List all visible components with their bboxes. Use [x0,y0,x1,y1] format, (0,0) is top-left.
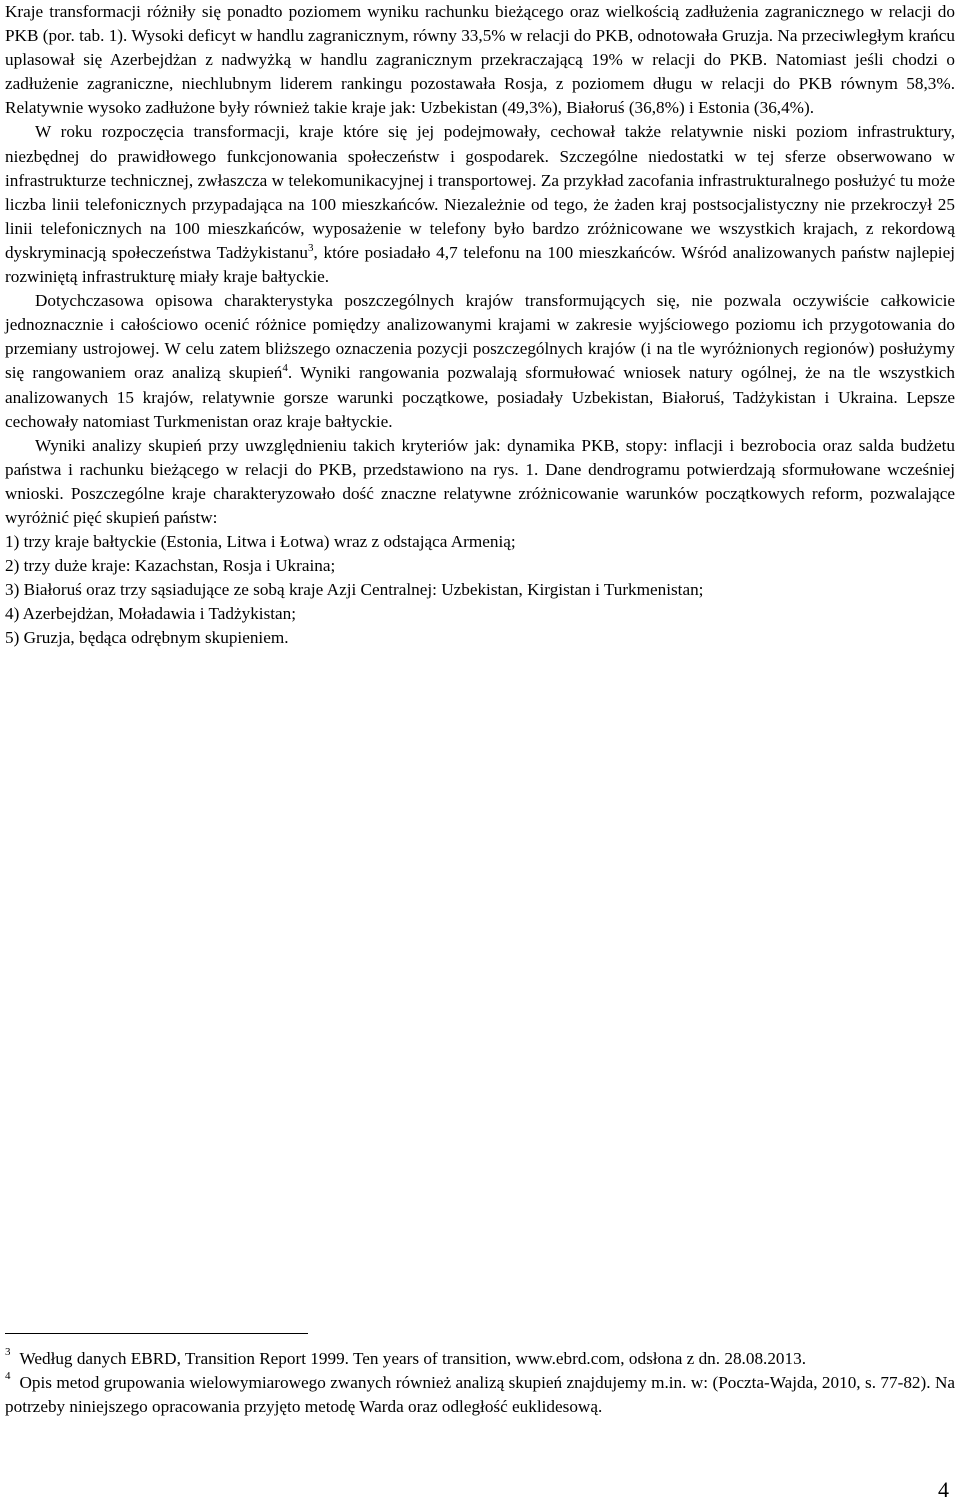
footnote-marker: 4 [5,1370,11,1383]
cluster-list-item: 1) trzy kraje bałtyckie (Estonia, Litwa i Łotwa) wraz z odstająca Armenią; [5,532,516,552]
cluster-list-item: 5) Gruzja, będąca odrębnym skupieniem. [5,628,289,648]
paragraph-4: Wyniki analizy skupień przy uwzględnieniu takich kryteriów jak: dynamika PKB, stopy: inflacji i bezrobocia oraz salda budżetu państwa i rachunku bieżącego w relacji do PKB, przedstawiono na rys. 1. Dane dendrogramu potwierdzają sformułowane wcześniej wnioski. Poszczególne kraje charakteryzowało dość znaczne relatywne zróżnicowanie warunków początkowych reform, pozwalające wyróżnić pięć skupień państw: [5,435,955,527]
paragraph-2 [5,120,955,289]
cluster-list-item: 4) Azerbejdżan, Moładawia i Tadżykistan; [5,604,297,624]
footnote-text: Opis metod grupowania wielowymiarowego zwanych również analizą skupień znajdujemy m.in. w: (Poczta-Wajda, 2010, s. 77-82). Na potrzeby niniejszego opracowania przyjęto metodę Warda oraz odległość euklidesową. [5,1373,955,1417]
footnote-ref-3: 3 [308,241,314,254]
footnote-text: Według danych EBRD, Transition Report 1999. Ten years of transition, www.ebrd.com, odsłona z dn. 28.08.2013. [19,1349,807,1368]
page-number: 4 [938,1477,949,1502]
footnote-3 [5,1347,955,1371]
footnote-marker: 3 [5,1346,11,1358]
paragraph-1: Kraje transformacji różniły się ponadto poziomem wyniku rachunku bieżącego oraz wielkością zadłużenia zagranicznego w relacji do PKB (por. tab. 1). Wysoki deficyt w handlu zagranicznym, równy 33,5% w relacji do PKB, odnotowała Gruzja. Na przeciwległym krańcu uplasował się Azerbejdżan z nadwyżką w handlu zagranicznym przekraczającą 19% w relacji do PKB. Natomiast jeśli chodzi o zadłużenie zagraniczne, niechlubnym liderem rankingu pozostawała Rosja, z poziomem długu w relacji do PKB równym 58,3%. Relatywnie wysoko zadłużone były również takie kraje jak: Uzbekistan (49,3%), Białoruś (36,8%) i Estonia (36,4%). [5,2,955,118]
paragraph-3-text-a: Dotychczasowa opisowa charakterystyka poszczególnych krajów transformujących się, nie pozwala oczywiście całkowicie jednoznacznie i całościowo ocenić różnice pomiędzy analizowanymi krajami w zakresie wyjściowego poziomu ich przygotowania do przemiany ustrojowej. W celu zatem bliższego oznaczenia pozycji poszczególnych krajów (i na tle wyróżnionych regionów) posłużymy się rangowaniem oraz analizą skupień [5,291,955,383]
cluster-list-item: 3) Białoruś oraz trzy sąsiadujące ze sobą kraje Azji Centralnej: Uzbekistan, Kirgistan i Turkmenistan; [5,580,704,600]
footnote-separator [5,1333,308,1334]
footnotes [5,1347,955,1419]
footnote-ref-4: 4 [282,362,288,375]
paragraph-3-text-b: . Wyniki rangowania pozwalają sformułować wniosek natury ogólnej, że na tle wszystkich analizowanych 15 krajów, relatywnie gorsze warunki początkowe, posiadały Uzbekistan, Białoruś, Tadżykistan i Ukraina. Lepsze cechowały natomiast Turkmenistan oraz kraje bałtyckie. [5,363,955,431]
cluster-list-item: 2) trzy duże kraje: Kazachstan, Rosja i Ukraina; [5,556,336,576]
paragraph-2-text-b: , które posiadało 4,7 telefonu na 100 mieszkańców. Wśród analizowanych państw najlepiej rozwiniętą infrastrukturę miały kraje bałtyckie. [5,242,955,287]
paragraph-2-text-a: W roku rozpoczęcia transformacji, kraje które się jej podejmowały, cechował także relatywnie niski poziom infrastruktury, niezbędnej do prawidłowego funkcjonowania społeczeństw i gospodarek. Szczególne niedostatki w tej sferze obserwowano w infrastrukturze technicznej, zwłaszcza w telekomunikacyjnej i transportowej. Za przykład zacofania infrastrukturalnego posłużyć tu może liczba linii telefonicznych przypadająca na 100 mieszkańców. Niezależnie od tego, że żaden kraj postsocjalistyczny nie przekroczył 25 linii telefonicznych na 100 mieszkańców, wyposażenie w telefony było bardzo zróżnicowane we wszystkich krajach, z rekordową dyskryminacją społeczeństwa Tadżykistanu [5,122,955,262]
document-page [5,0,955,1502]
footnote-4 [5,1371,955,1419]
paragraph-3 [5,289,955,434]
body-text [5,0,955,651]
